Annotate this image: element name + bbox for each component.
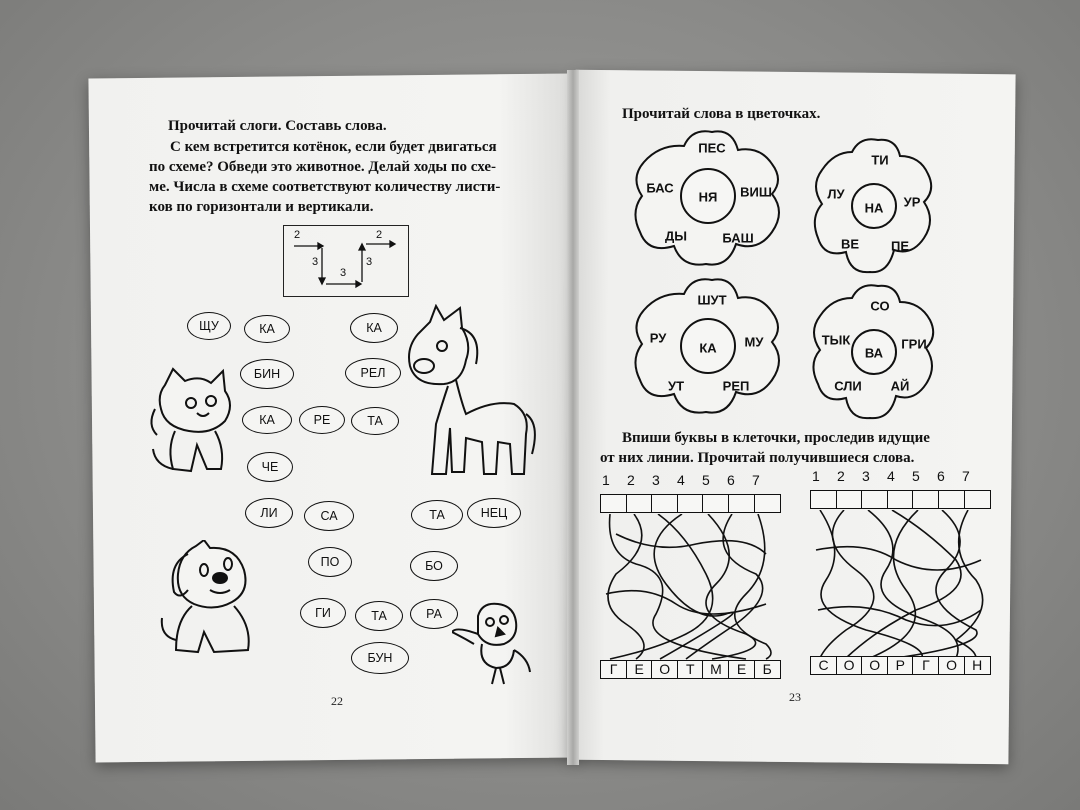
maze-num: 6 [727, 472, 735, 488]
petal: РЕП [722, 378, 750, 394]
answer-cell[interactable] [728, 494, 755, 513]
petal: ПЕС [698, 140, 726, 156]
maze-num: 1 [812, 468, 820, 484]
flower-3 [632, 276, 784, 416]
letter-cell: О [836, 656, 863, 675]
answer-cell[interactable] [836, 490, 863, 509]
answer-cell[interactable] [754, 494, 781, 513]
letter-cells-left [600, 660, 779, 679]
flower-center: ВА [864, 345, 884, 361]
letter-cell: Б [754, 660, 781, 679]
petal: РУ [649, 330, 667, 346]
syllable-leaf[interactable]: РЕЛ [345, 358, 401, 388]
syllable-leaf[interactable]: БИН [240, 359, 294, 389]
page-number-right: 23 [789, 690, 801, 704]
syllable-leaf[interactable]: ТА [351, 407, 399, 435]
scheme-num-1: 2 [294, 229, 301, 241]
petal: АЙ [890, 378, 910, 394]
movement-scheme [283, 225, 409, 297]
syllable-leaf[interactable]: ЛИ [245, 498, 293, 528]
maze-num: 3 [862, 468, 870, 484]
maze-left [596, 472, 788, 684]
flower-center: НА [864, 200, 884, 216]
instruction-line-1: С кем встретится котёнок, если будет двигаться [170, 139, 497, 155]
answer-cell[interactable] [810, 490, 837, 509]
tangled-lines [596, 514, 788, 664]
letter-cell: О [938, 656, 965, 675]
letter-cell: Н [964, 656, 991, 675]
answer-cell[interactable] [702, 494, 729, 513]
syllable-leaf[interactable]: ГИ [300, 598, 346, 628]
page-number-left: 22 [331, 694, 343, 708]
petal: БАС [646, 180, 674, 196]
task2-line-2: от них линии. Прочитай получившиеся слова. [600, 450, 915, 466]
petal: ТЫК [821, 332, 851, 348]
petal: СЛИ [834, 378, 862, 394]
instruction-line-4: ков по горизонтали и вертикали. [149, 199, 374, 215]
petal: ШУТ [697, 292, 727, 308]
petal: МУ [744, 334, 764, 350]
maze-num: 2 [627, 472, 635, 488]
answer-cell[interactable] [938, 490, 965, 509]
letter-cell: О [651, 660, 678, 679]
left-title: Прочитай слоги. Составь слова. [168, 118, 387, 134]
maze-num: 6 [937, 468, 945, 484]
letter-cell: М [702, 660, 729, 679]
kitten-icon[interactable] [145, 365, 240, 480]
letter-cell: Т [677, 660, 704, 679]
petal: ТИ [871, 152, 889, 168]
maze-num: 1 [602, 472, 610, 488]
letter-cell: Р [887, 656, 914, 675]
maze-num: 5 [912, 468, 920, 484]
answer-cell[interactable] [651, 494, 678, 513]
right-title: Прочитай слова в цветочках. [622, 106, 821, 122]
letter-cell: Г [600, 660, 627, 679]
syllable-leaf[interactable]: ТА [411, 500, 463, 530]
letter-cells-right [810, 656, 989, 675]
petal: БАШ [722, 230, 754, 246]
syllable-leaf[interactable]: БУН [351, 642, 409, 674]
flower-center: НЯ [698, 189, 718, 205]
petal: ЛУ [827, 186, 845, 202]
syllable-leaf[interactable]: КА [350, 313, 398, 343]
puppy-icon[interactable] [158, 540, 258, 665]
answer-cell[interactable] [912, 490, 939, 509]
syllable-leaf[interactable]: БО [410, 551, 458, 581]
answer-cells [810, 490, 989, 509]
maze-num: 4 [887, 468, 895, 484]
flower-center: КА [699, 340, 717, 356]
syllable-leaf[interactable]: ЧЕ [247, 452, 293, 482]
letter-cell: Е [626, 660, 653, 679]
syllable-leaf[interactable]: РЕ [299, 406, 345, 434]
syllable-leaf[interactable]: КА [244, 315, 290, 343]
flower-2 [812, 136, 936, 276]
scheme-arrows [284, 226, 408, 296]
maze-right [806, 468, 998, 684]
answer-cell[interactable] [600, 494, 627, 513]
letter-cell: Е [728, 660, 755, 679]
petal: УТ [667, 378, 685, 394]
maze-num: 4 [677, 472, 685, 488]
maze-num: 3 [652, 472, 660, 488]
answer-cell[interactable] [626, 494, 653, 513]
bird-icon[interactable] [452, 598, 532, 688]
answer-cell[interactable] [861, 490, 888, 509]
syllable-leaf[interactable]: СА [304, 501, 354, 531]
syllable-leaf[interactable]: ЩУ [187, 312, 231, 340]
flower-4 [810, 282, 940, 422]
syllable-leaf[interactable]: КА [242, 406, 292, 434]
letter-cell: Г [912, 656, 939, 675]
instruction-line-2: по схеме? Обведи это животное. Делай ходы по схе- [149, 159, 497, 175]
answer-cell[interactable] [677, 494, 704, 513]
scheme-num-3: 3 [340, 267, 347, 279]
tangled-lines [806, 510, 998, 660]
scheme-num-4: 2 [376, 229, 383, 241]
petal: ДЫ [665, 228, 687, 244]
syllable-leaf[interactable]: ПО [308, 547, 352, 577]
petal: ПЕ [890, 238, 910, 254]
petal: УР [903, 194, 921, 210]
horse-icon[interactable] [402, 304, 537, 484]
instruction-line-3: ме. Числа в схеме соответствуют количеству листи- [149, 179, 501, 195]
petal: ГРИ [901, 336, 927, 352]
flower-1 [632, 128, 784, 268]
book-spine [567, 70, 579, 765]
maze-num: 2 [837, 468, 845, 484]
letter-cell: О [861, 656, 888, 675]
answer-cells [600, 494, 779, 513]
petal: ВЕ [840, 236, 860, 252]
task2-line-1: Впиши буквы в клеточки, проследив идущие [622, 430, 930, 446]
syllable-leaf[interactable]: НЕЦ [467, 498, 521, 528]
maze-num: 5 [702, 472, 710, 488]
maze-num: 7 [752, 472, 760, 488]
syllable-leaf[interactable]: ТА [355, 601, 403, 631]
scheme-num-5: 3 [366, 256, 373, 268]
scheme-num-2: 3 [312, 256, 319, 268]
syllable-leaf[interactable]: РА [410, 599, 458, 629]
answer-cell[interactable] [964, 490, 991, 509]
petal: ВИШ [740, 184, 772, 200]
answer-cell[interactable] [887, 490, 914, 509]
maze-num: 7 [962, 468, 970, 484]
petal: СО [870, 298, 890, 314]
letter-cell: С [810, 656, 837, 675]
